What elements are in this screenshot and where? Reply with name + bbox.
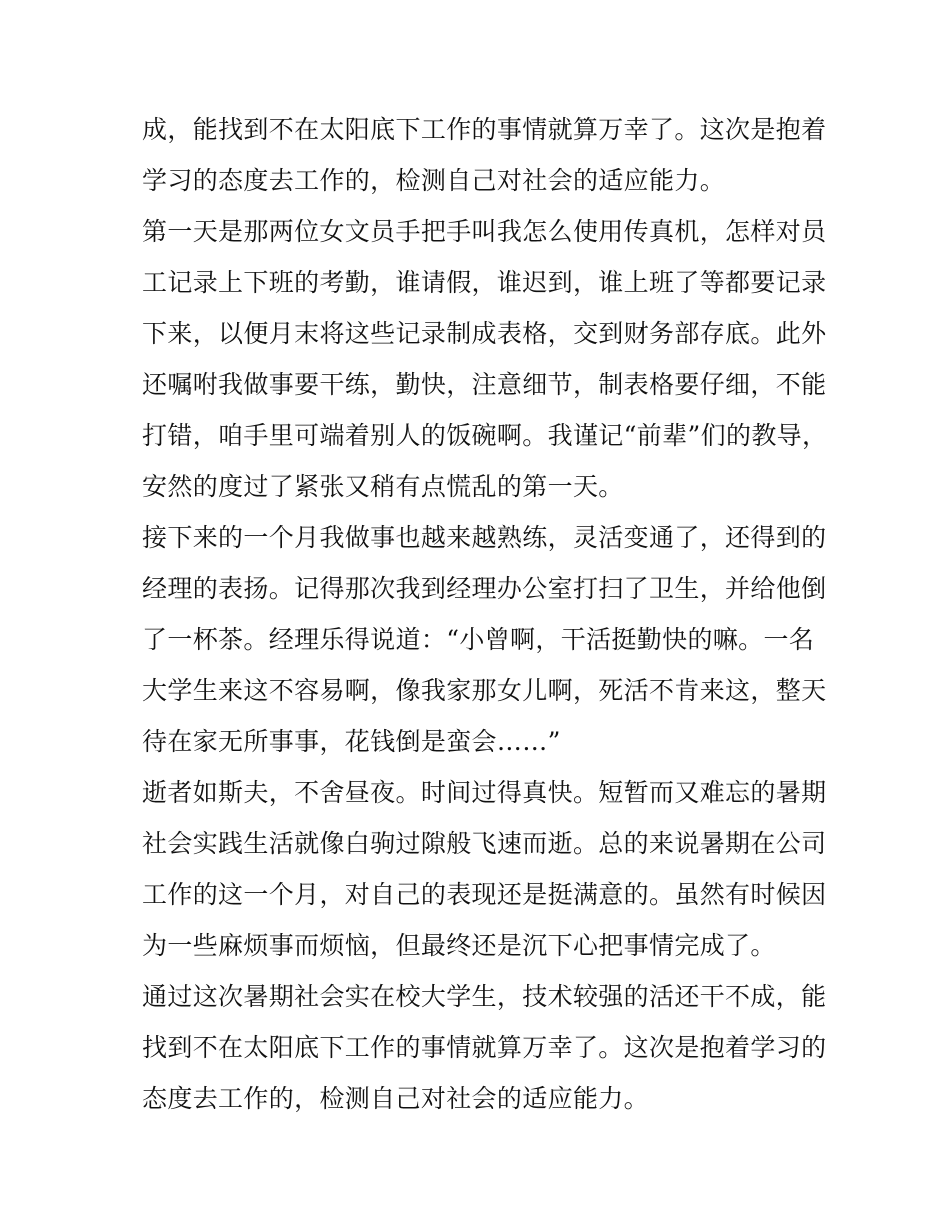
text-line: 下来，以便月末将这些记录制成表格，交到财务部存底。此外 [142,319,827,348]
text-line: 大学生来这不容易啊，像我家那女儿啊，死活不肯来这，整天 [142,676,827,705]
text-line: 打错，咱手里可端着别人的饭碗啊。我谨记“前辈”们的教导， [142,421,828,450]
text-line: 待在家无所事事，花钱倒是蛮会……” [142,727,561,756]
text-line: 第一天是那两位女文员手把手叫我怎么使用传真机，怎样对员 [142,217,827,246]
text-line: 安然的度过了紧张又稍有点慌乱的第一天。 [142,472,624,501]
document-body [142,104,828,1124]
text-line: 了一杯茶。经理乐得说道：“小曾啊，干活挺勤快的嘛。一名 [142,625,815,654]
text-line: 工作的这一个月，对自己的表现还是挺满意的。虽然有时候因 [142,880,827,909]
text-line: 学习的态度去工作的，检测自己对社会的适应能力。 [142,166,726,195]
text-line: 社会实践生活就像白驹过隙般飞速而逝。总的来说暑期在公司 [142,829,827,858]
text-line: 态度去工作的，检测自己对社会的适应能力。 [142,1084,650,1113]
text-line: 逝者如斯夫，不舍昼夜。时间过得真快。短暂而又难忘的暑期 [142,778,827,807]
text-line: 为一些麻烦事而烦恼，但最终还是沉下心把事情完成了。 [142,931,776,960]
text-line: 通过这次暑期社会实在校大学生，技术较强的活还干不成，能 [142,982,827,1011]
text-line: 还嘱咐我做事要干练，勤快，注意细节，制表格要仔细，不能 [142,370,827,399]
text-line: 经理的表扬。记得那次我到经理办公室打扫了卫生，并给他倒 [142,574,827,603]
text-line: 接下来的一个月我做事也越来越熟练，灵活变通了，还得到的 [142,523,827,552]
text-line: 找到不在太阳底下工作的事情就算万幸了。这次是抱着学习的 [142,1033,827,1062]
text-line: 成，能找到不在太阳底下工作的事情就算万幸了。这次是抱着 [142,115,827,144]
text-line: 工记录上下班的考勤，谁请假，谁迟到，谁上班了等都要记录 [142,268,827,297]
